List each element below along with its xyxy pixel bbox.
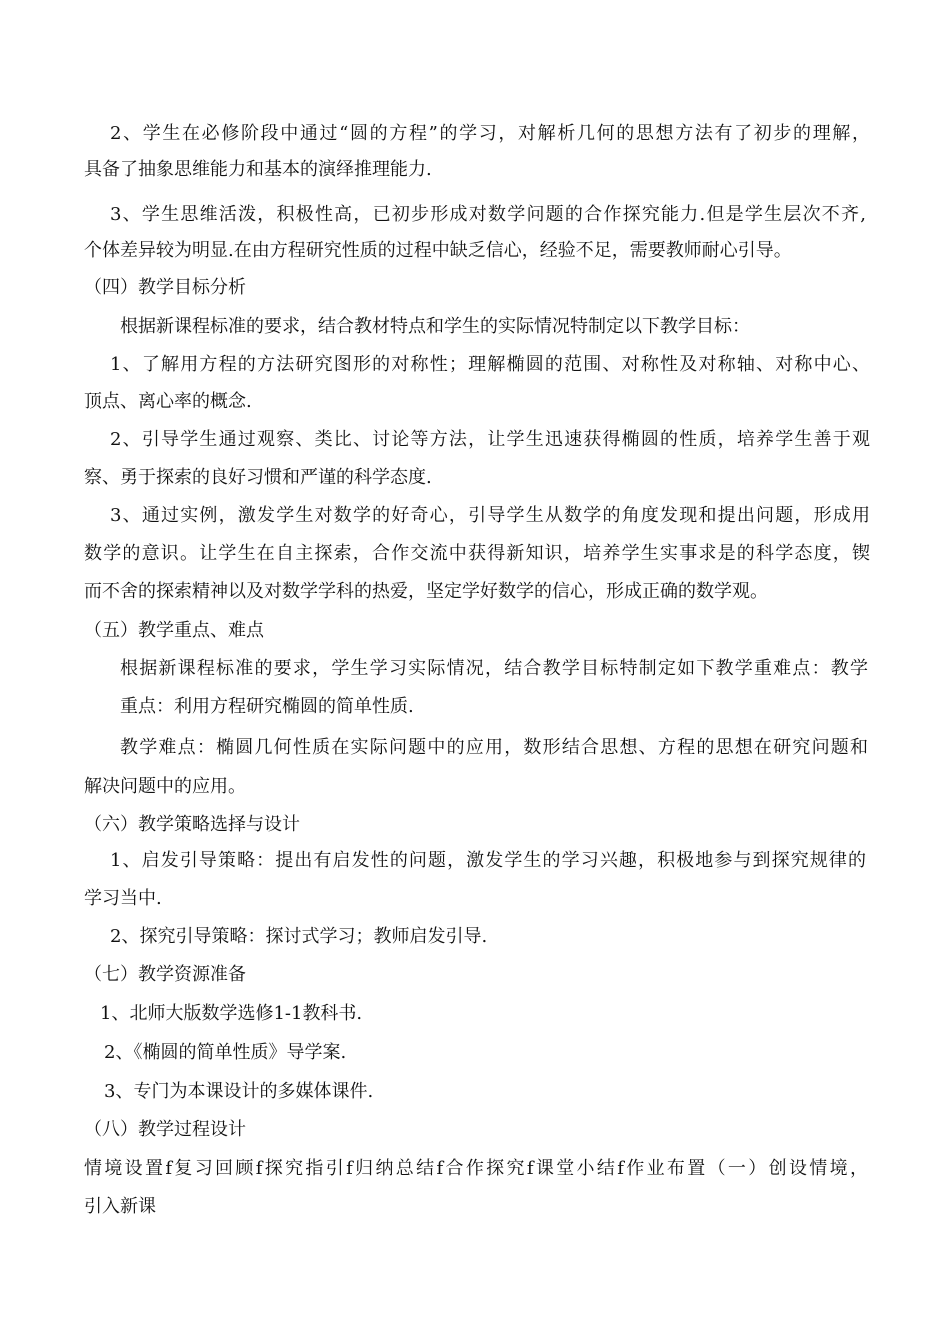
paragraph-line: 根据新课程标准的要求，结合教材特点和学生的实际情况特制定以下教学目标： — [120, 316, 750, 337]
paragraph-line: 数学的意识。让学生在自主探索，合作交流中获得新知识，培养学生实事求是的科学态度，锲 — [84, 543, 870, 564]
paragraph-line: 学习当中. — [84, 888, 162, 909]
section-heading: （六）教学策略选择与设计 — [84, 814, 300, 835]
paragraph-line: 2、学生在必修阶段中通过“圆的方程”的学习，对解析几何的思想方法有了初步的理解， — [110, 123, 870, 144]
list-item: 1、北师大版数学选修1-1教科书. — [100, 1003, 363, 1024]
paragraph-line: 解决问题中的应用。 — [84, 776, 246, 797]
section-heading: （五）教学重点、难点 — [84, 620, 264, 641]
paragraph-line: 顶点、离心率的概念. — [84, 391, 252, 412]
paragraph-line: 而不舍的探索精神以及对数学学科的热爱，坚定学好数学的信心，形成正确的数学观。 — [84, 581, 768, 602]
paragraph-line: 引入新课 — [84, 1196, 156, 1217]
paragraph-line: 个体差异较为明显.在由方程研究性质的过程中缺乏信心，经验不足，需要教师耐心引导。 — [84, 240, 792, 261]
paragraph-line: 具备了抽象思维能力和基本的演绎推理能力. — [84, 159, 432, 180]
paragraph-line: 1、了解用方程的方法研究图形的对称性；理解椭圆的范围、对称性及对称轴、对称中心、 — [110, 354, 870, 375]
paragraph-line: 2、引导学生通过观察、类比、讨论等方法，让学生迅速获得椭圆的性质，培养学生善于观 — [110, 429, 870, 450]
paragraph-line: 3、通过实例，激发学生对数学的好奇心，引导学生从数学的角度发现和提出问题，形成用 — [110, 505, 870, 526]
list-item: 2、《椭圆的简单性质》导学案. — [104, 1042, 347, 1063]
list-item: 3、专门为本课设计的多媒体课件. — [104, 1081, 374, 1102]
paragraph-line: 2、探究引导策略：探讨式学习；教师启发引导. — [110, 926, 488, 947]
paragraph-line: 重点：利用方程研究椭圆的简单性质. — [120, 696, 414, 717]
paragraph-line: 情境设置f复习回顾f探究指引f归纳总结f合作探究f课堂小结f作业布置（一）创设情境， — [84, 1158, 868, 1179]
paragraph-line: 察、勇于探索的良好习惯和严谨的科学态度. — [84, 467, 432, 488]
paragraph-line: 根据新课程标准的要求，学生学习实际情况，结合教学目标特制定如下教学重难点：教学 — [120, 658, 868, 679]
paragraph-line: 教学难点：椭圆几何性质在实际问题中的应用，数形结合思想、方程的思想在研究问题和 — [120, 737, 868, 758]
section-heading: （八）教学过程设计 — [84, 1119, 246, 1140]
section-heading: （七）教学资源准备 — [84, 964, 246, 985]
paragraph-line: 1、启发引导策略：提出有启发性的问题，激发学生的学习兴趣，积极地参与到探究规律的 — [110, 850, 866, 871]
section-heading: （四）教学目标分析 — [84, 277, 246, 298]
paragraph-line: 3、学生思维活泼，积极性高，已初步形成对数学问题的合作探究能力.但是学生层次不齐, — [110, 204, 866, 225]
